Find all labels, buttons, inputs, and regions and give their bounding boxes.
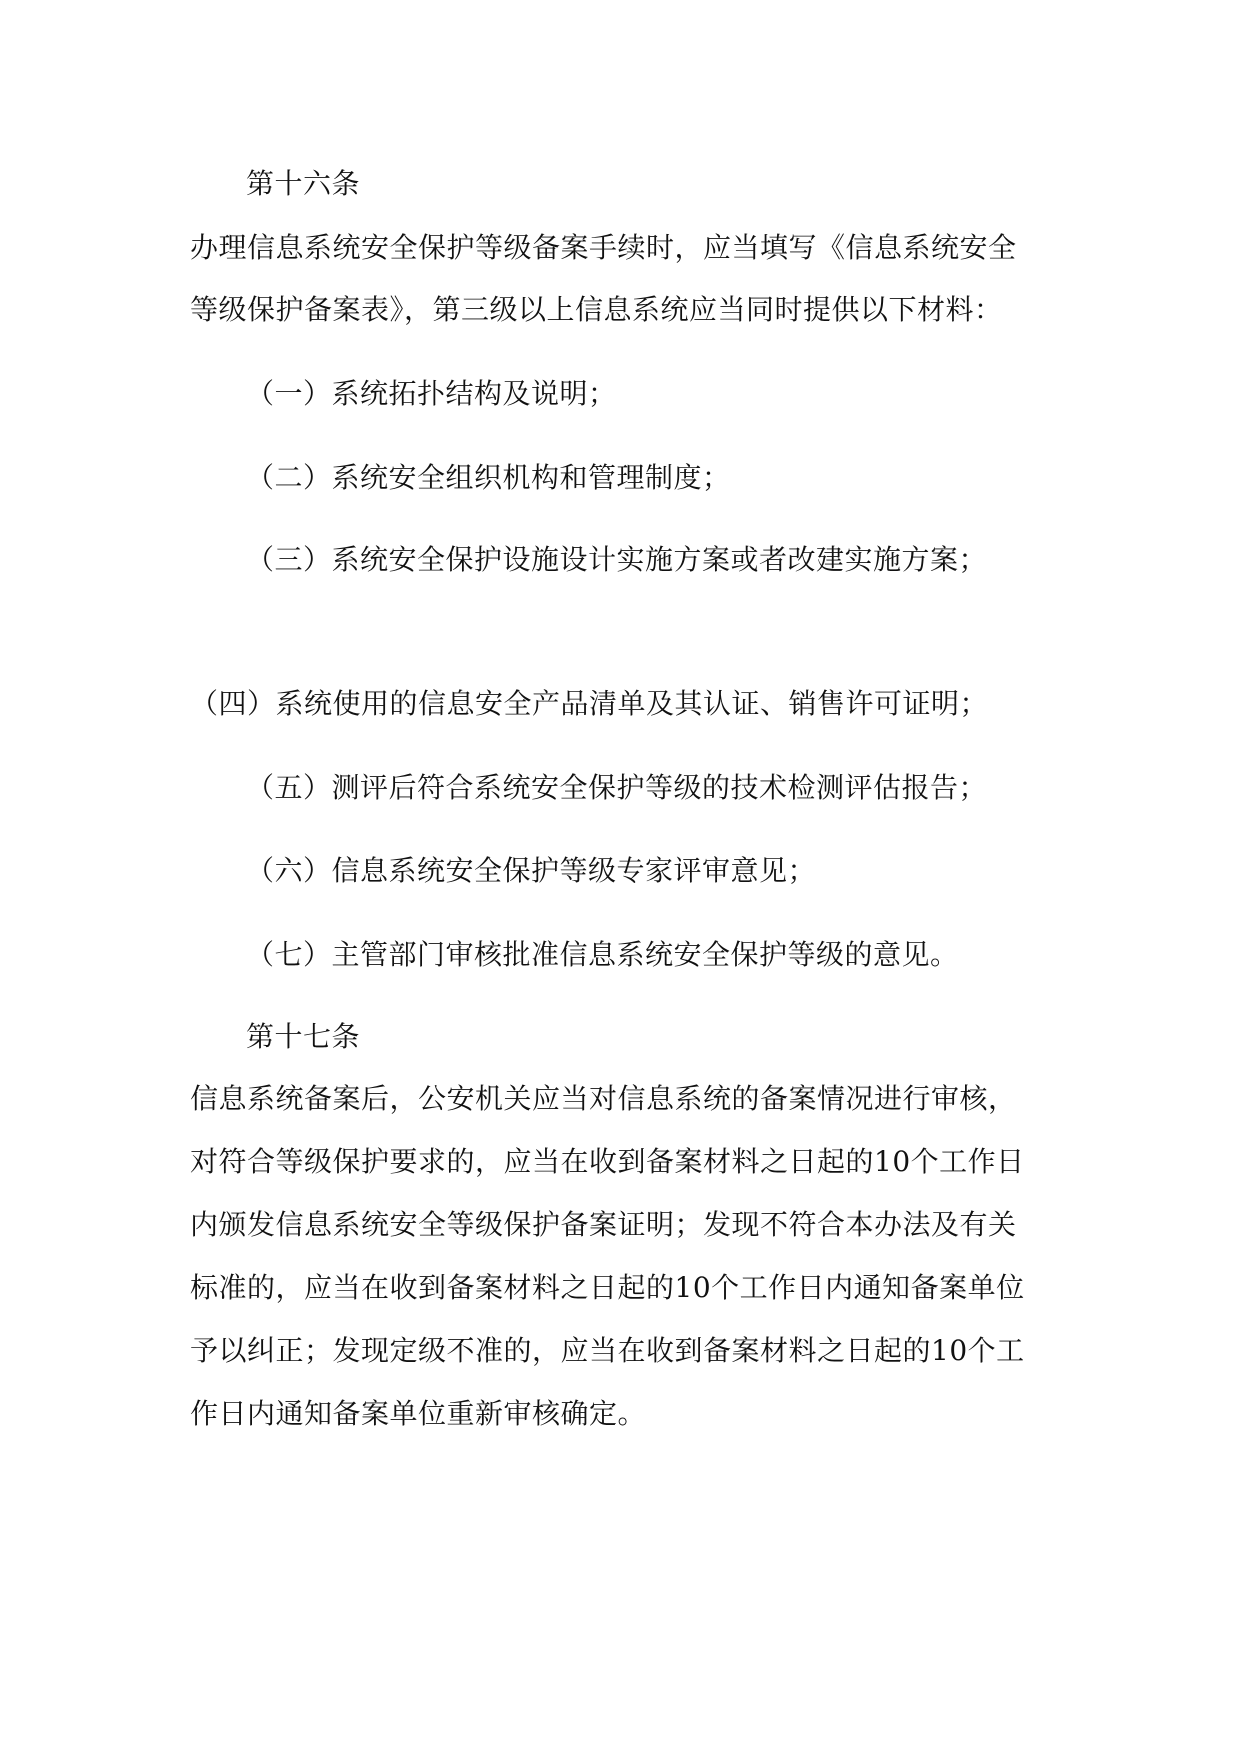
article-16-item-7: （七）主管部门审核批准信息系统安全保护等级的意见。 [246,938,959,971]
article-16-item-3: （三）系统安全保护设施设计实施方案或者改建实施方案； [246,543,988,576]
article-17-body-line-1: 信息系统备案后，公安机关应当对信息系统的备案情况进行审核， [190,1082,1017,1115]
article-16-item-2: （二）系统安全组织机构和管理制度； [246,461,731,494]
article-17-body-line-4: 标准的，应当在收到备案材料之日起的10个工作日内通知备案单位 [190,1271,1025,1304]
article-17-body-line-6: 作日内通知备案单位重新审核确定。 [190,1397,647,1430]
article-17-body-line-5: 予以纠正；发现定级不准的，应当在收到备案材料之日起的10个工 [190,1334,1025,1367]
article-16-item-6: （六）信息系统安全保护等级专家评审意见； [246,854,817,887]
article-16-item-1: （一）系统拓扑结构及说明； [246,377,617,410]
article-16-body-line-2: 等级保护备案表》，第三级以上信息系统应当同时提供以下材料： [190,293,1003,326]
article-16-item-4: （四）系统使用的信息安全产品清单及其认证、销售许可证明； [190,687,989,720]
article-16-item-5: （五）测评后符合系统安全保护等级的技术检测评估报告； [246,771,988,804]
article-17-body-line-2: 对符合等级保护要求的，应当在收到备案材料之日起的10个工作日 [190,1145,1025,1178]
article-17-body-line-3: 内颁发信息系统安全等级保护备案证明；发现不符合本办法及有关 [190,1208,1017,1241]
article-16-body-line-1: 办理信息系统安全保护等级备案手续时，应当填写《信息系统安全 [190,231,1017,264]
article-16-heading: 第十六条 [246,167,361,200]
article-17-heading: 第十七条 [246,1020,361,1053]
